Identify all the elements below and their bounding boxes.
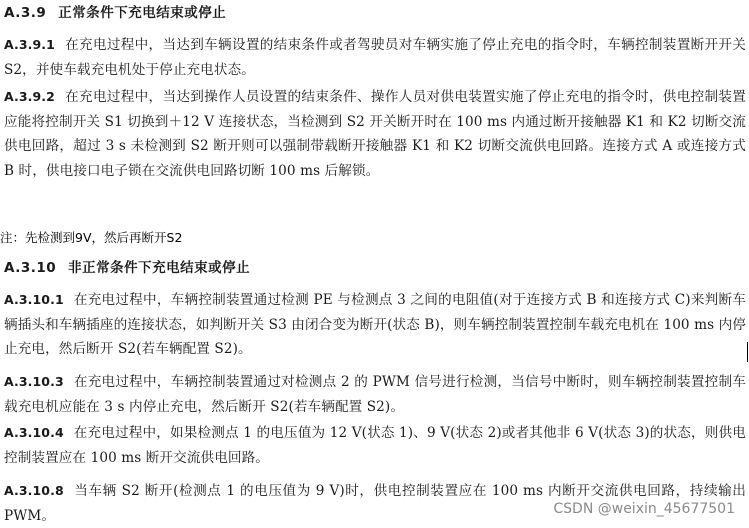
clause-text: 在充电过程中，当达到车辆设置的结束条件或者驾驶员对车辆实施了停止充电的指令时，车辆控制装置断开开关 S2，并使车载充电机处于停止充电状态。 — [4, 37, 746, 78]
paragraph-a391 — [4, 33, 746, 82]
paragraph-a392 — [4, 85, 746, 183]
text-cursor — [747, 342, 748, 362]
clause-text: 在充电过程中，当达到操作人员设置的结束条件、操作人员对供电装置实施了停止充电的指令时，供电控制装置应能将控制开关 S1 切换到＋12 V 连接状态，当检测到 S2 开关断开时在 100 ms 内通过断开接触器 K1 和 K2 切断交流供电回路，超过 3 s 未检测到 S2 断开则可以强制带载断开接触器 K1 和 K2 切断交流供电回路。连接方式 A 或连接方式 B 时，供电接口电子锁在交流供电回路切断 100 ms 后解锁。 — [4, 89, 746, 179]
section-heading-a39 — [4, 1, 226, 21]
section-number: A.3.10 — [4, 260, 57, 276]
clause-text: 当车辆 S2 断开(检测点 1 的电压值为 9 V)时，供电控制装置应在 100 ms 内断开交流供电回路，持续输出 PWM。 — [4, 483, 746, 524]
section-number: A.3.9 — [4, 5, 47, 21]
clause-text: 在充电过程中，车辆控制装置通过检测 PE 与检测点 3 之间的电阻值(对于连接方式 B 和连接方式 C)来判断车辆插头和车辆插座的连接状态，如判断开关 S3 由闭合变为断开(状态 B)，则车辆控制装置控制车载充电机在 100 ms 内停止充电，然后断开 S2(若车辆配置 S2)。 — [4, 292, 746, 357]
clause-number: A.3.10.4 — [4, 425, 64, 440]
clause-number: A.3.9.1 — [4, 37, 55, 52]
paragraph-a3101 — [4, 288, 746, 362]
annotation-note: 注：先检测到9V，然后再断开S2 — [0, 230, 183, 245]
clause-number: A.3.9.2 — [4, 89, 55, 104]
section-title: 正常条件下充电结束或停止 — [58, 5, 227, 21]
clause-number: A.3.10.3 — [4, 374, 64, 389]
section-title: 非正常条件下充电结束或停止 — [68, 260, 251, 276]
clause-text: 在充电过程中，如果检测点 1 的电压值为 12 V(状态 1)、9 V(状态 2)或者其他非 6 V(状态 3)的状态，则供电控制装置应在 100 ms 断开交流供电回路。 — [4, 425, 746, 466]
paragraph-a3104 — [4, 421, 746, 470]
clause-number: A.3.10.1 — [4, 292, 64, 307]
watermark: CSDN @weixin_45677501 — [553, 501, 735, 517]
clause-number: A.3.10.8 — [4, 483, 64, 498]
paragraph-a3103 — [4, 370, 746, 419]
clause-text: 在充电过程中，车辆控制装置通过对检测点 2 的 PWM 信号进行检测，当信号中断时，则车辆控制装置控制车载充电机应能在 3 s 内停止充电，然后断开 S2(若车辆配置 S2)。 — [4, 374, 746, 415]
section-heading-a310 — [4, 256, 250, 276]
